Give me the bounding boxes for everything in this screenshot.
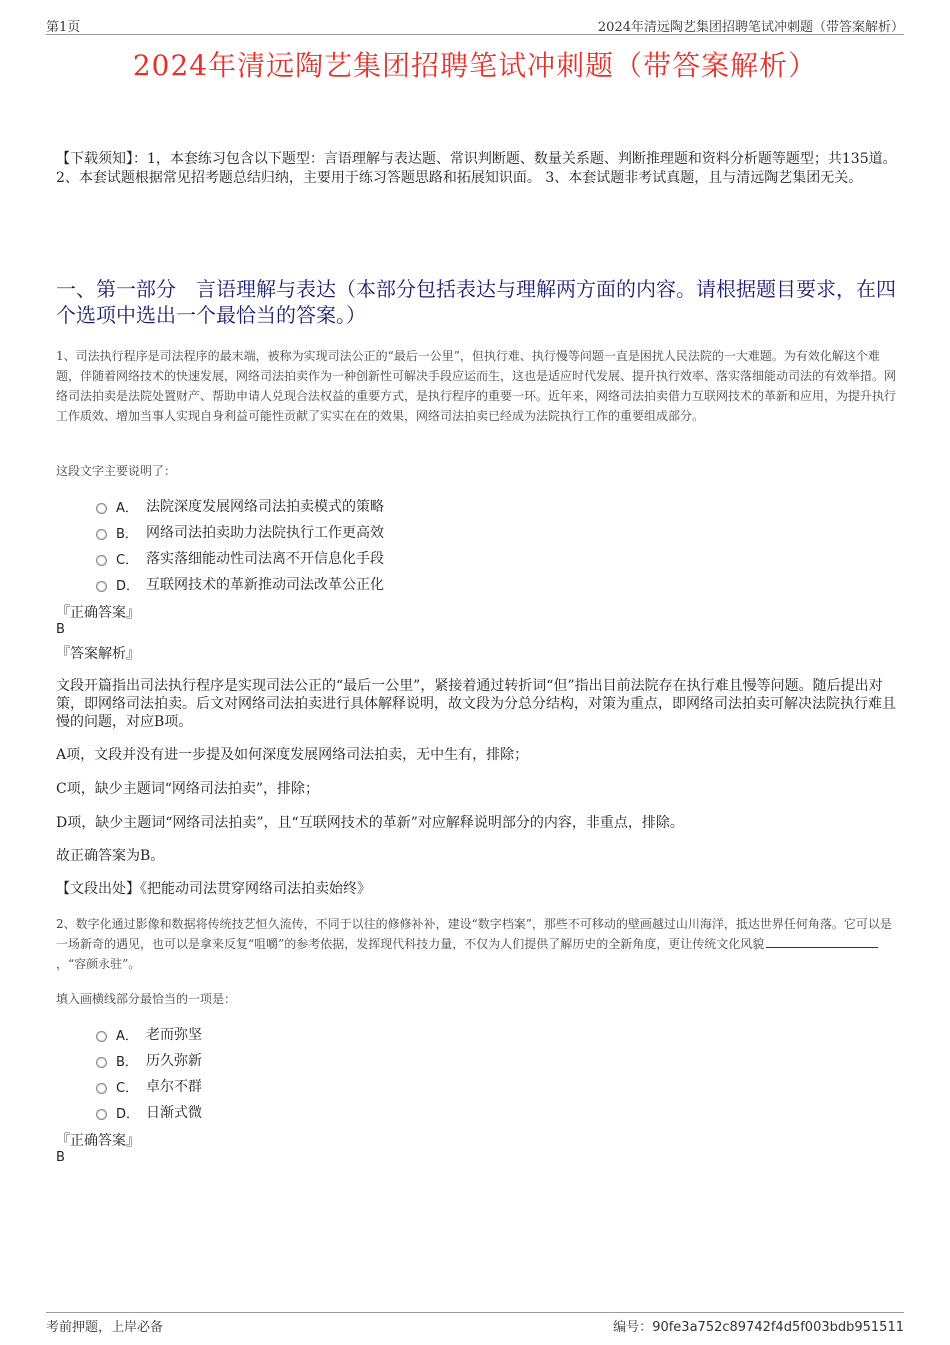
page-header — [46, 14, 904, 35]
question-1-option-c[interactable] — [96, 545, 384, 571]
question-1-text: 1、司法执行程序是司法程序的最末端，被称为实现司法公正的“最后一公里”，但执行难、执行慢等问题一直是困扰人民法院的一大难题。为有效化解这个难题，伴随着网络技术的快速发展，网络司法拍卖作为一种创新性可解决手段应运而生，这也是适应时代发展、提升执行效率、落实落细能动司法的有效举措。网络司法拍卖是法院处置财产、帮助申请人兑现合法权益的重要方式，是执行程序的重要一环。近年来，网络司法拍卖借力互联网技术的革新和应用，为提升执行工作质效、增加当事人实现自身利益可能性贡献了实实在在的效果，网络司法拍卖已经成为法院执行工作的重要组成部分。 — [56, 349, 897, 423]
question-2-text-after: ，“容颜永驻”。 — [56, 957, 141, 971]
radio-icon[interactable] — [96, 1031, 107, 1042]
option-letter: A． — [116, 500, 138, 516]
question-1-option-b[interactable] — [96, 519, 384, 545]
footer-slogan: 考前押题，上岸必备 — [46, 1320, 164, 1335]
page-footer — [46, 1312, 904, 1335]
question-2-answer: B — [56, 1150, 65, 1165]
question-1-analysis-main: 文段开篇指出司法执行程序是实现司法公正的“最后一公里”，紧接着通过转折词“但”指出目前法院存在执行难且慢等问题。随后提出对策，即网络司法拍卖。后文对网络司法拍卖进行具体解释说明，故文段为分总分结构，对策为重点，即网络司法拍卖可解决法院执行难且慢的问题，对应B项。 — [56, 678, 896, 730]
question-2-options — [96, 1021, 202, 1125]
radio-icon[interactable] — [96, 1083, 107, 1094]
option-letter: D． — [116, 1106, 140, 1122]
question-1-prompt: 这段文字主要说明了： — [56, 464, 177, 478]
radio-icon[interactable] — [96, 1109, 107, 1120]
option-letter: C． — [116, 1080, 139, 1096]
option-text: 老而弥坚 — [146, 1027, 202, 1043]
option-text: 互联网技术的革新推动司法改革公正化 — [146, 577, 384, 593]
option-letter: C． — [116, 552, 139, 568]
question-1-conclusion: 故正确答案为B。 — [56, 848, 165, 864]
download-notice: 【下载须知】：1，本套练习包含以下题型：言语理解与表达题、常识判断题、数量关系题、判断推理题和资料分析题等题型；共135道。 2、本套试题根据常见招考题总结归纳，主要用于练习答题思路和拓展知识面。 3、本套试题非考试真题，且与清远陶艺集团无关。 — [56, 151, 897, 186]
question-2-option-d[interactable] — [96, 1099, 202, 1125]
question-1-answer: B — [56, 622, 65, 637]
question-1-option-a[interactable] — [96, 493, 384, 519]
question-2-option-c[interactable] — [96, 1073, 202, 1099]
radio-icon[interactable] — [96, 555, 107, 566]
header-doc-title: 2024年清远陶艺集团招聘笔试冲刺题（带答案解析） — [597, 20, 904, 35]
section-title: 一、第一部分 言语理解与表达（本部分包括表达与理解两方面的内容。请根据题目要求，在四个选项中选出一个最恰当的答案。） — [56, 277, 896, 327]
option-letter: A． — [116, 1028, 138, 1044]
question-2-text — [56, 914, 898, 974]
question-1-option-d[interactable] — [96, 571, 384, 597]
question-2-answer-label: 『正确答案』 — [56, 1133, 140, 1149]
question-1-analysis-label: 『答案解析』 — [56, 646, 140, 662]
question-2-option-b[interactable] — [96, 1047, 202, 1073]
question-2-prompt: 填入画横线部分最恰当的一项是： — [56, 992, 237, 1006]
option-text: 法院深度发展网络司法拍卖模式的策略 — [146, 499, 384, 515]
question-1-analysis-a: A项，文段并没有进一步提及如何深度发展网络司法拍卖，无中生有，排除； — [56, 747, 529, 763]
page-title: 2024年清远陶艺集团招聘笔试冲刺题（带答案解析） — [132, 49, 818, 82]
option-text: 网络司法拍卖助力法院执行工作更高效 — [146, 525, 384, 541]
question-1-options — [96, 493, 384, 597]
question-1-answer-label: 『正确答案』 — [56, 605, 140, 621]
question-1-analysis-c: C项，缺少主题词“网络司法拍卖”，排除； — [56, 781, 320, 797]
page-number: 第1页 — [46, 20, 81, 35]
question-1-source: 【文段出处】《把能动司法贯穿网络司法拍卖始终》 — [56, 881, 371, 897]
option-letter: B． — [116, 526, 138, 542]
option-text: 卓尔不群 — [146, 1079, 202, 1095]
radio-icon[interactable] — [96, 503, 107, 514]
question-1-analysis-d: D项，缺少主题词“网络司法拍卖”，且“互联网技术的革新”对应解释说明部分的内容，非重点，排除。 — [56, 815, 684, 831]
footer-code — [613, 1316, 904, 1335]
radio-icon[interactable] — [96, 581, 107, 592]
option-letter: D． — [116, 578, 140, 594]
radio-icon[interactable] — [96, 529, 107, 540]
option-letter: B． — [116, 1054, 138, 1070]
question-2-text-before: 2、数字化通过影像和数据将传统技艺恒久流传，不同于以往的修修补补，建设“数字档案”，那些不可移动的壁画越过山川海洋，抵达世界任何角落。它可以是一场新奇的遇见，也可以是拿来反复“咀嚼”的参考依据，发挥现代科技力量，不仅为人们提供了解历史的全新角度，更让传统文化风貌 — [56, 917, 892, 951]
question-2-option-a[interactable] — [96, 1021, 202, 1047]
option-text: 历久弥新 — [146, 1053, 202, 1069]
fill-blank — [766, 935, 878, 948]
radio-icon[interactable] — [96, 1057, 107, 1068]
footer-code-label: 编号： — [613, 1320, 653, 1335]
option-text: 落实落细能动性司法离不开信息化手段 — [146, 551, 384, 567]
option-text: 日渐式微 — [146, 1105, 202, 1121]
footer-code-value: 90fe3a752c89742f4d5f003bdb951511 — [652, 1320, 904, 1335]
